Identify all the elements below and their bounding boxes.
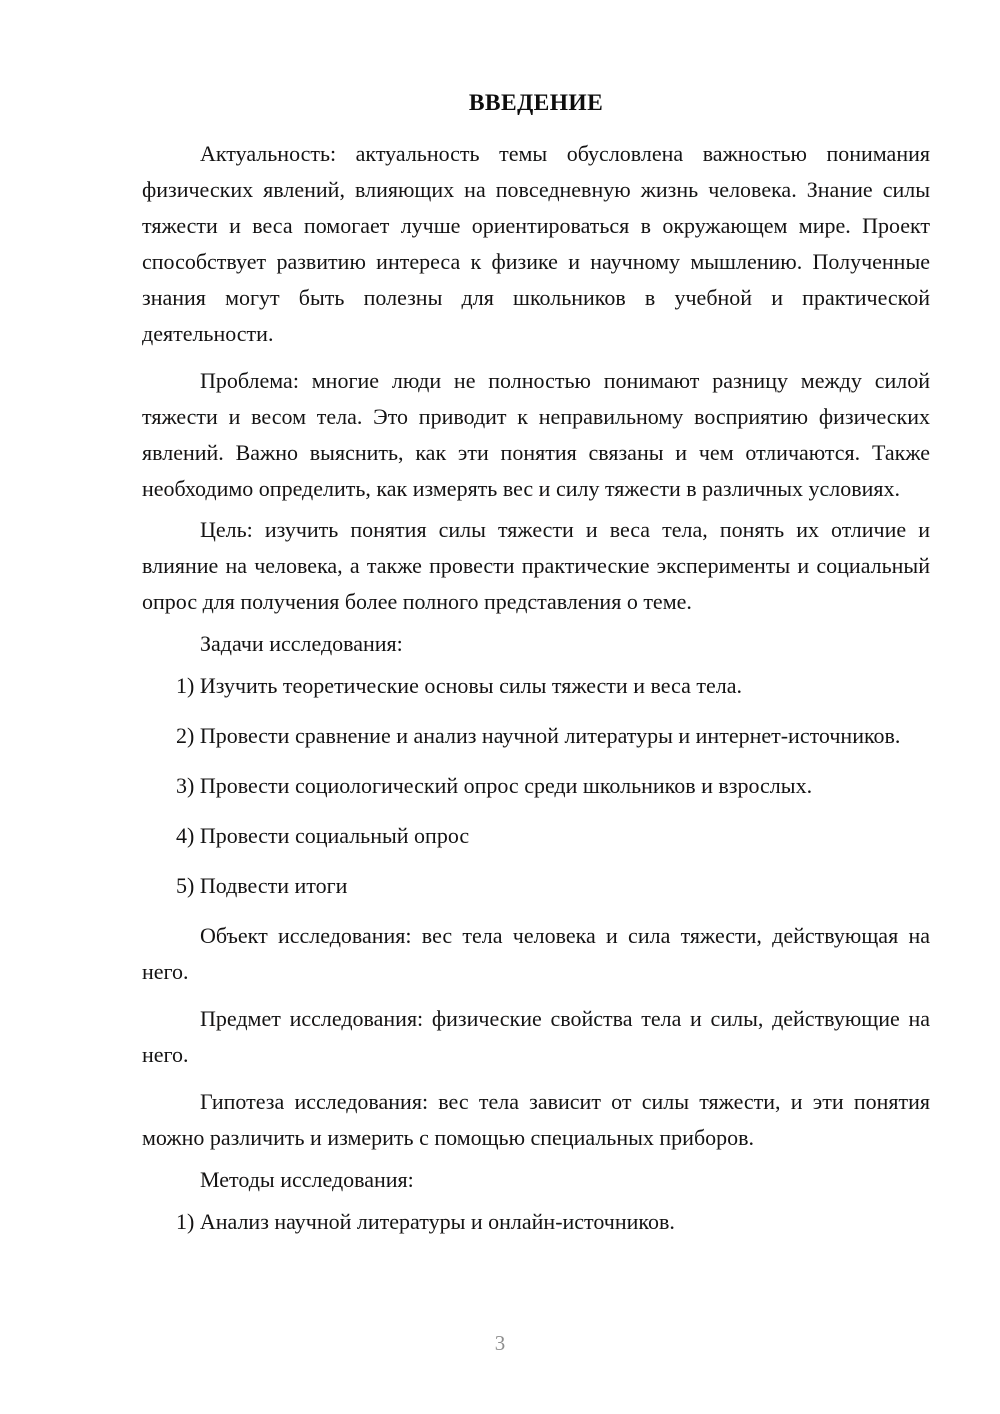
paragraph-spacer: [142, 993, 930, 1001]
heading-methods: Методы исследования:: [200, 1167, 414, 1192]
list-item: 2) Провести сравнение и анализ научной литературы и интернет-источников.: [176, 723, 901, 748]
paragraph-problem: Проблема: многие люди не полностью понимают разницу между силой тяжести и весом тела. Это приводит к неправильному восприятию физических явлений. Важно выяснить, как эти понятия связаны и чем отличаются. Также необходимо определить, как измерять вес и силу тяжести в различных условиях.: [142, 368, 930, 501]
list-item: 5) Подвести итоги: [176, 873, 348, 898]
paragraph-spacer: [142, 355, 930, 363]
tasks-list: [142, 668, 930, 904]
document-body: [142, 86, 930, 1254]
page-number: 3: [494, 1331, 506, 1355]
paragraph-spacer: [142, 1076, 930, 1084]
page-title: ВВЕДЕНИЕ: [468, 90, 604, 116]
list-item: 4) Провести социальный опрос: [176, 823, 470, 848]
list-item: 1) Изучить теоретические основы силы тяжести и веса тела.: [176, 673, 742, 698]
list-item: 1) Анализ научной литературы и онлайн-источников.: [176, 1209, 675, 1234]
paragraph-goal: Цель: изучить понятия силы тяжести и веса тела, понять их отличие и влияние на человека, а также провести практические эксперименты и социальный опрос для получения более полного представления о теме.: [142, 517, 930, 614]
paragraph-subject: Предмет исследования: физические свойства тела и силы, действующие на него.: [142, 1006, 930, 1067]
paragraph-hypothesis: Гипотеза исследования: вес тела зависит от силы тяжести, и эти понятия можно различить и измерить с помощью специальных приборов.: [142, 1089, 930, 1150]
methods-list: [142, 1204, 930, 1240]
heading-tasks: Задачи исследования:: [200, 631, 403, 656]
list-item: 3) Провести социологический опрос среди школьников и взрослых.: [176, 773, 813, 798]
paragraph-relevance: Актуальность: актуальность темы обусловлена важностью понимания физических явлений, влияющих на повседневную жизнь человека. Знание силы тяжести и веса помогает лучше ориентироваться в окружающем мире. Проект способствует развитию интереса к физике и научному мышлению. Полученные знания могут быть полезны для школьников в учебной и практической деятельности.: [142, 141, 930, 346]
paragraph-object: Объект исследования: вес тела человека и сила тяжести, действующая на него.: [142, 923, 930, 984]
